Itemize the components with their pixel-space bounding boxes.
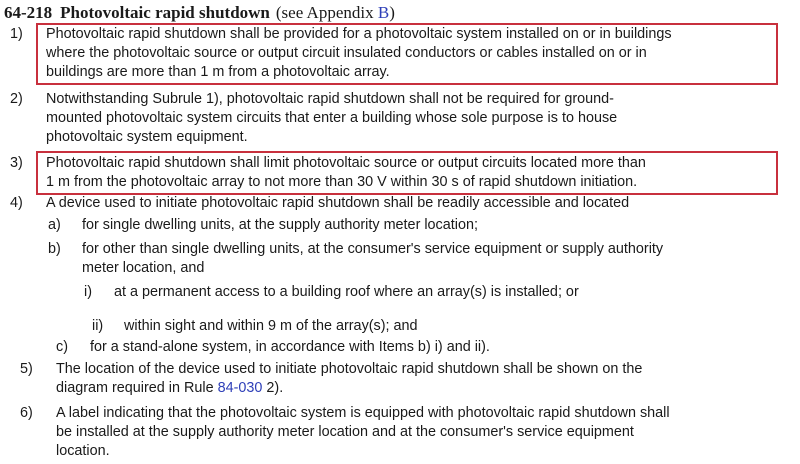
subitem-i bbox=[0, 283, 579, 302]
subrule-marker: 3) bbox=[10, 155, 23, 171]
item-c bbox=[0, 338, 490, 357]
subrule-text-line: be installed at the supply authority meter location and at the consumer's service equipment bbox=[56, 424, 634, 440]
item-text-line: for a stand-alone system, in accordance with Items b) i) and ii). bbox=[90, 339, 490, 355]
item-marker: c) bbox=[56, 339, 68, 355]
rule-ref-prefix: diagram required in Rule bbox=[56, 380, 218, 396]
appendix-reference bbox=[276, 3, 395, 22]
subrule-text-line bbox=[56, 379, 642, 398]
item-b bbox=[0, 240, 663, 278]
item-marker: a) bbox=[48, 217, 61, 233]
subrule-marker: 2) bbox=[10, 91, 23, 107]
subrule-text-line: A device used to initiate photovoltaic rapid shutdown shall be readily accessible and located bbox=[46, 195, 630, 211]
subrule-marker: 5) bbox=[20, 361, 33, 377]
section-title: Photovoltaic rapid shutdown bbox=[60, 3, 270, 22]
item-a bbox=[0, 216, 478, 235]
subrule-text-line: 1 m from the photovoltaic array to not more than 30 V within 30 s of rapid shutdown initiation. bbox=[46, 174, 638, 190]
subitem-marker: ii) bbox=[92, 318, 104, 334]
subrule-4 bbox=[0, 194, 629, 213]
subrule-marker: 1) bbox=[10, 26, 23, 42]
subrule-text-line: buildings are more than 1 m from a photovoltaic array. bbox=[46, 64, 390, 80]
rule-84-030-link[interactable]: 84-030 bbox=[217, 380, 263, 396]
subrule-text-line: A label indicating that the photovoltaic system is equipped with photovoltaic rapid shutdown shall bbox=[56, 405, 670, 421]
subitem-text-line: at a permanent access to a building roof where an array(s) is installed; or bbox=[114, 284, 579, 300]
subitem-marker: i) bbox=[84, 284, 92, 300]
subrule-text-line: Notwithstanding Subrule 1), photovoltaic rapid shutdown shall not be required for ground- bbox=[46, 91, 614, 107]
appendix-b-link[interactable]: B bbox=[377, 3, 390, 22]
subrule-3 bbox=[0, 154, 646, 192]
item-text-line: meter location, and bbox=[82, 260, 205, 276]
subrule-1 bbox=[0, 25, 672, 82]
section-number: 64-218 bbox=[4, 3, 53, 22]
item-text-line: for single dwelling units, at the supply authority meter location; bbox=[82, 217, 478, 233]
rule-ref-suffix: 2). bbox=[262, 380, 284, 396]
subrule-text-line: location. bbox=[56, 443, 110, 459]
subrule-2 bbox=[0, 90, 617, 147]
section-heading bbox=[4, 3, 395, 23]
subitem-ii bbox=[0, 317, 418, 336]
subrule-text-line: The location of the device used to initiate photovoltaic rapid shutdown shall be shown on the bbox=[56, 361, 643, 377]
item-text-line: for other than single dwelling units, at the consumer's service equipment or supply authority bbox=[82, 241, 664, 257]
item-marker: b) bbox=[48, 241, 61, 257]
subrule-marker: 6) bbox=[20, 405, 33, 421]
subrule-6 bbox=[0, 404, 670, 461]
appendix-ref-suffix: ) bbox=[389, 3, 395, 22]
subrule-text-line: Photovoltaic rapid shutdown shall be provided for a photovoltaic system installed on or in buildings bbox=[46, 26, 672, 42]
appendix-ref-prefix: (see Appendix bbox=[275, 3, 378, 22]
subrule-marker: 4) bbox=[10, 195, 23, 211]
subrule-text-line: mounted photovoltaic system circuits that enter a building whose sole purpose is to house bbox=[46, 110, 618, 126]
subrule-5 bbox=[0, 360, 642, 398]
subrule-text-line: where the photovoltaic source or output circuit insulated conductors or cables installed on or in bbox=[46, 45, 647, 61]
subrule-text-line: Photovoltaic rapid shutdown shall limit photovoltaic source or output circuits located more than bbox=[46, 155, 646, 171]
subitem-text-line: within sight and within 9 m of the array(s); and bbox=[124, 318, 418, 334]
subrule-text-line: photovoltaic system equipment. bbox=[46, 129, 248, 145]
